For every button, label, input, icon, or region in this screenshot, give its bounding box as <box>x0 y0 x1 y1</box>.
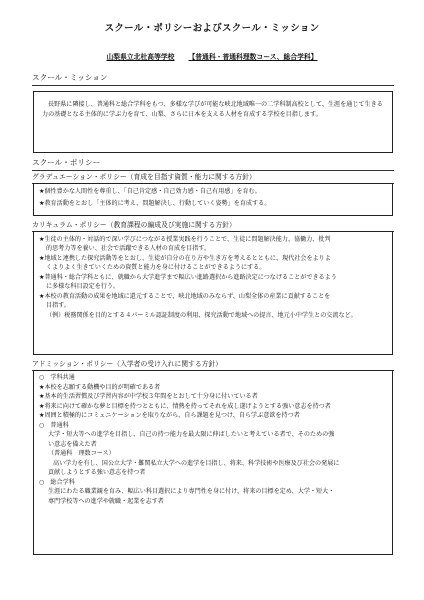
admission-box <box>33 370 393 555</box>
curriculum-item-line: くよりよく生きていくための資質と能力を身に付けることができるようにする。 <box>46 264 266 272</box>
admission-science-text: 貢献しようとする強い意志を持つ者 <box>48 469 146 476</box>
mission-text: 長野県に隣接し、普通科と総合学科をもつ、多様な学びが可能な峡北地域唯一の二学科制高校として、生涯を通じて生きる力の基礎となる主体的に学ぶ力を育て、山梨、さらに日本を支える人材を育成する学校を目指します。 <box>42 101 383 118</box>
curriculum-item-line: ★地域と連携した探究活動等をとおし、生徒が自分の在り方や生き方を考えるとともに、現代社会をよりよ <box>39 254 331 262</box>
admission-science-text: 高い学力を有し、国公立大学・難関私立大学への進学を目指し、将来、科学技術や医療及び社会の発展に <box>53 459 340 467</box>
admission-common-item: ★周囲と積極的にコミュニケーションを取りながら、自ら課題を見つけ、自ら学ぶ意欲を持つ者 <box>39 412 300 419</box>
school-name: 山梨県立北杜高等学校 <box>106 53 175 61</box>
admission-general-text: 大学・短大等への進学を目指し、自己の持つ能力を最大限に伸ばしたいと考えている者で、そのための強 <box>48 431 335 438</box>
curriculum-item-line: に多様な科目設定を行う。 <box>46 283 120 291</box>
admission-common-item: ★将来に向けて確かな夢と目標を持つとともに、情熱を持ってそれを成し遂げようとする強い意志を持つ者 <box>39 402 331 410</box>
admission-integrated-text: 生涯にわたる職業観を育み、幅広い科目選択により専門性を身に付け、将来の目標を定め、大学・短大・ <box>48 488 335 495</box>
admission-integrated-label: ○ 総合学科 <box>39 478 75 486</box>
curriculum-item <box>39 235 387 254</box>
admission-common-label: ○ 学科共通 <box>39 374 75 381</box>
graduation-box <box>33 183 393 216</box>
policy-heading: スクール・ポリシー <box>32 157 394 171</box>
admission-heading: アドミッション・ポリシー（入学者の受け入れに関する方針） <box>32 359 394 371</box>
curriculum-heading: カリキュラム・ポリシー（教育課程の編成及び実施に関する方針） <box>32 220 394 232</box>
curriculum-example: （例）税務関係を目的とする４パーミル認証制度の利用、探究活動で地域への提言、地元小中学生との交流など。 <box>46 311 357 319</box>
curriculum-item-line: 的思考力等を養い、社会で活躍できる人材の育成を目指す。 <box>46 245 211 253</box>
curriculum-item-line: ★普通科・総合学科ともに、就職から大学進学まで幅広い進路選択から進路決定につなげることができるよう <box>39 273 337 281</box>
curriculum-item <box>39 292 387 311</box>
curriculum-item-line: ★本校の教育活動の成果を地域に還元することで、峡北地域のみならず、山梨全体の産業に貢献することを <box>39 292 331 300</box>
curriculum-box <box>33 231 393 355</box>
admission-common-item: ★基本的生活習慣及び学習内容が中学校３年間をとおして十分身に付いている者 <box>39 393 258 400</box>
curriculum-item-line: 目指す。 <box>46 302 70 310</box>
admission-integrated-text: 専門学校等への進学や就職・起業を志す者 <box>48 497 164 505</box>
admission-common-item: ★本校を志願する動機や目的が明確である者 <box>39 383 161 391</box>
school-subtitle <box>0 52 424 62</box>
graduation-heading: グラデュエーション・ポリシー（育成を目指す資質・能力に関する方針） <box>32 172 394 184</box>
graduation-item: ★個性豊かな人間性を尊重し、「自己肯定感・自己効力感・自己有用感」を育む。 <box>39 188 261 195</box>
mission-heading: スクール・ミッション <box>32 72 394 86</box>
admission-science-label: （普通科 理数コース） <box>48 450 115 457</box>
curriculum-item <box>39 254 387 273</box>
curriculum-item-line: ★生徒の主体的・対話的で深い学びにつながる授業実践を行うことで、生徒に問題解決能力、協働力、批判 <box>39 236 331 243</box>
admission-general-text: い意志を備えた者 <box>48 440 97 448</box>
mission-box <box>33 91 393 153</box>
graduation-item: ★教育活動をとおし「主体的に考え、問題解決し、行動していく姿勢」を育成する。 <box>39 200 271 208</box>
curriculum-item <box>39 273 387 292</box>
page-title: スクール・ポリシーおよびスクール・ミッション <box>104 23 320 34</box>
courses-label: 【普通科・普通科理数コース、総合学科】 <box>188 53 318 61</box>
admission-general-label: ○ 普通科 <box>39 421 69 429</box>
